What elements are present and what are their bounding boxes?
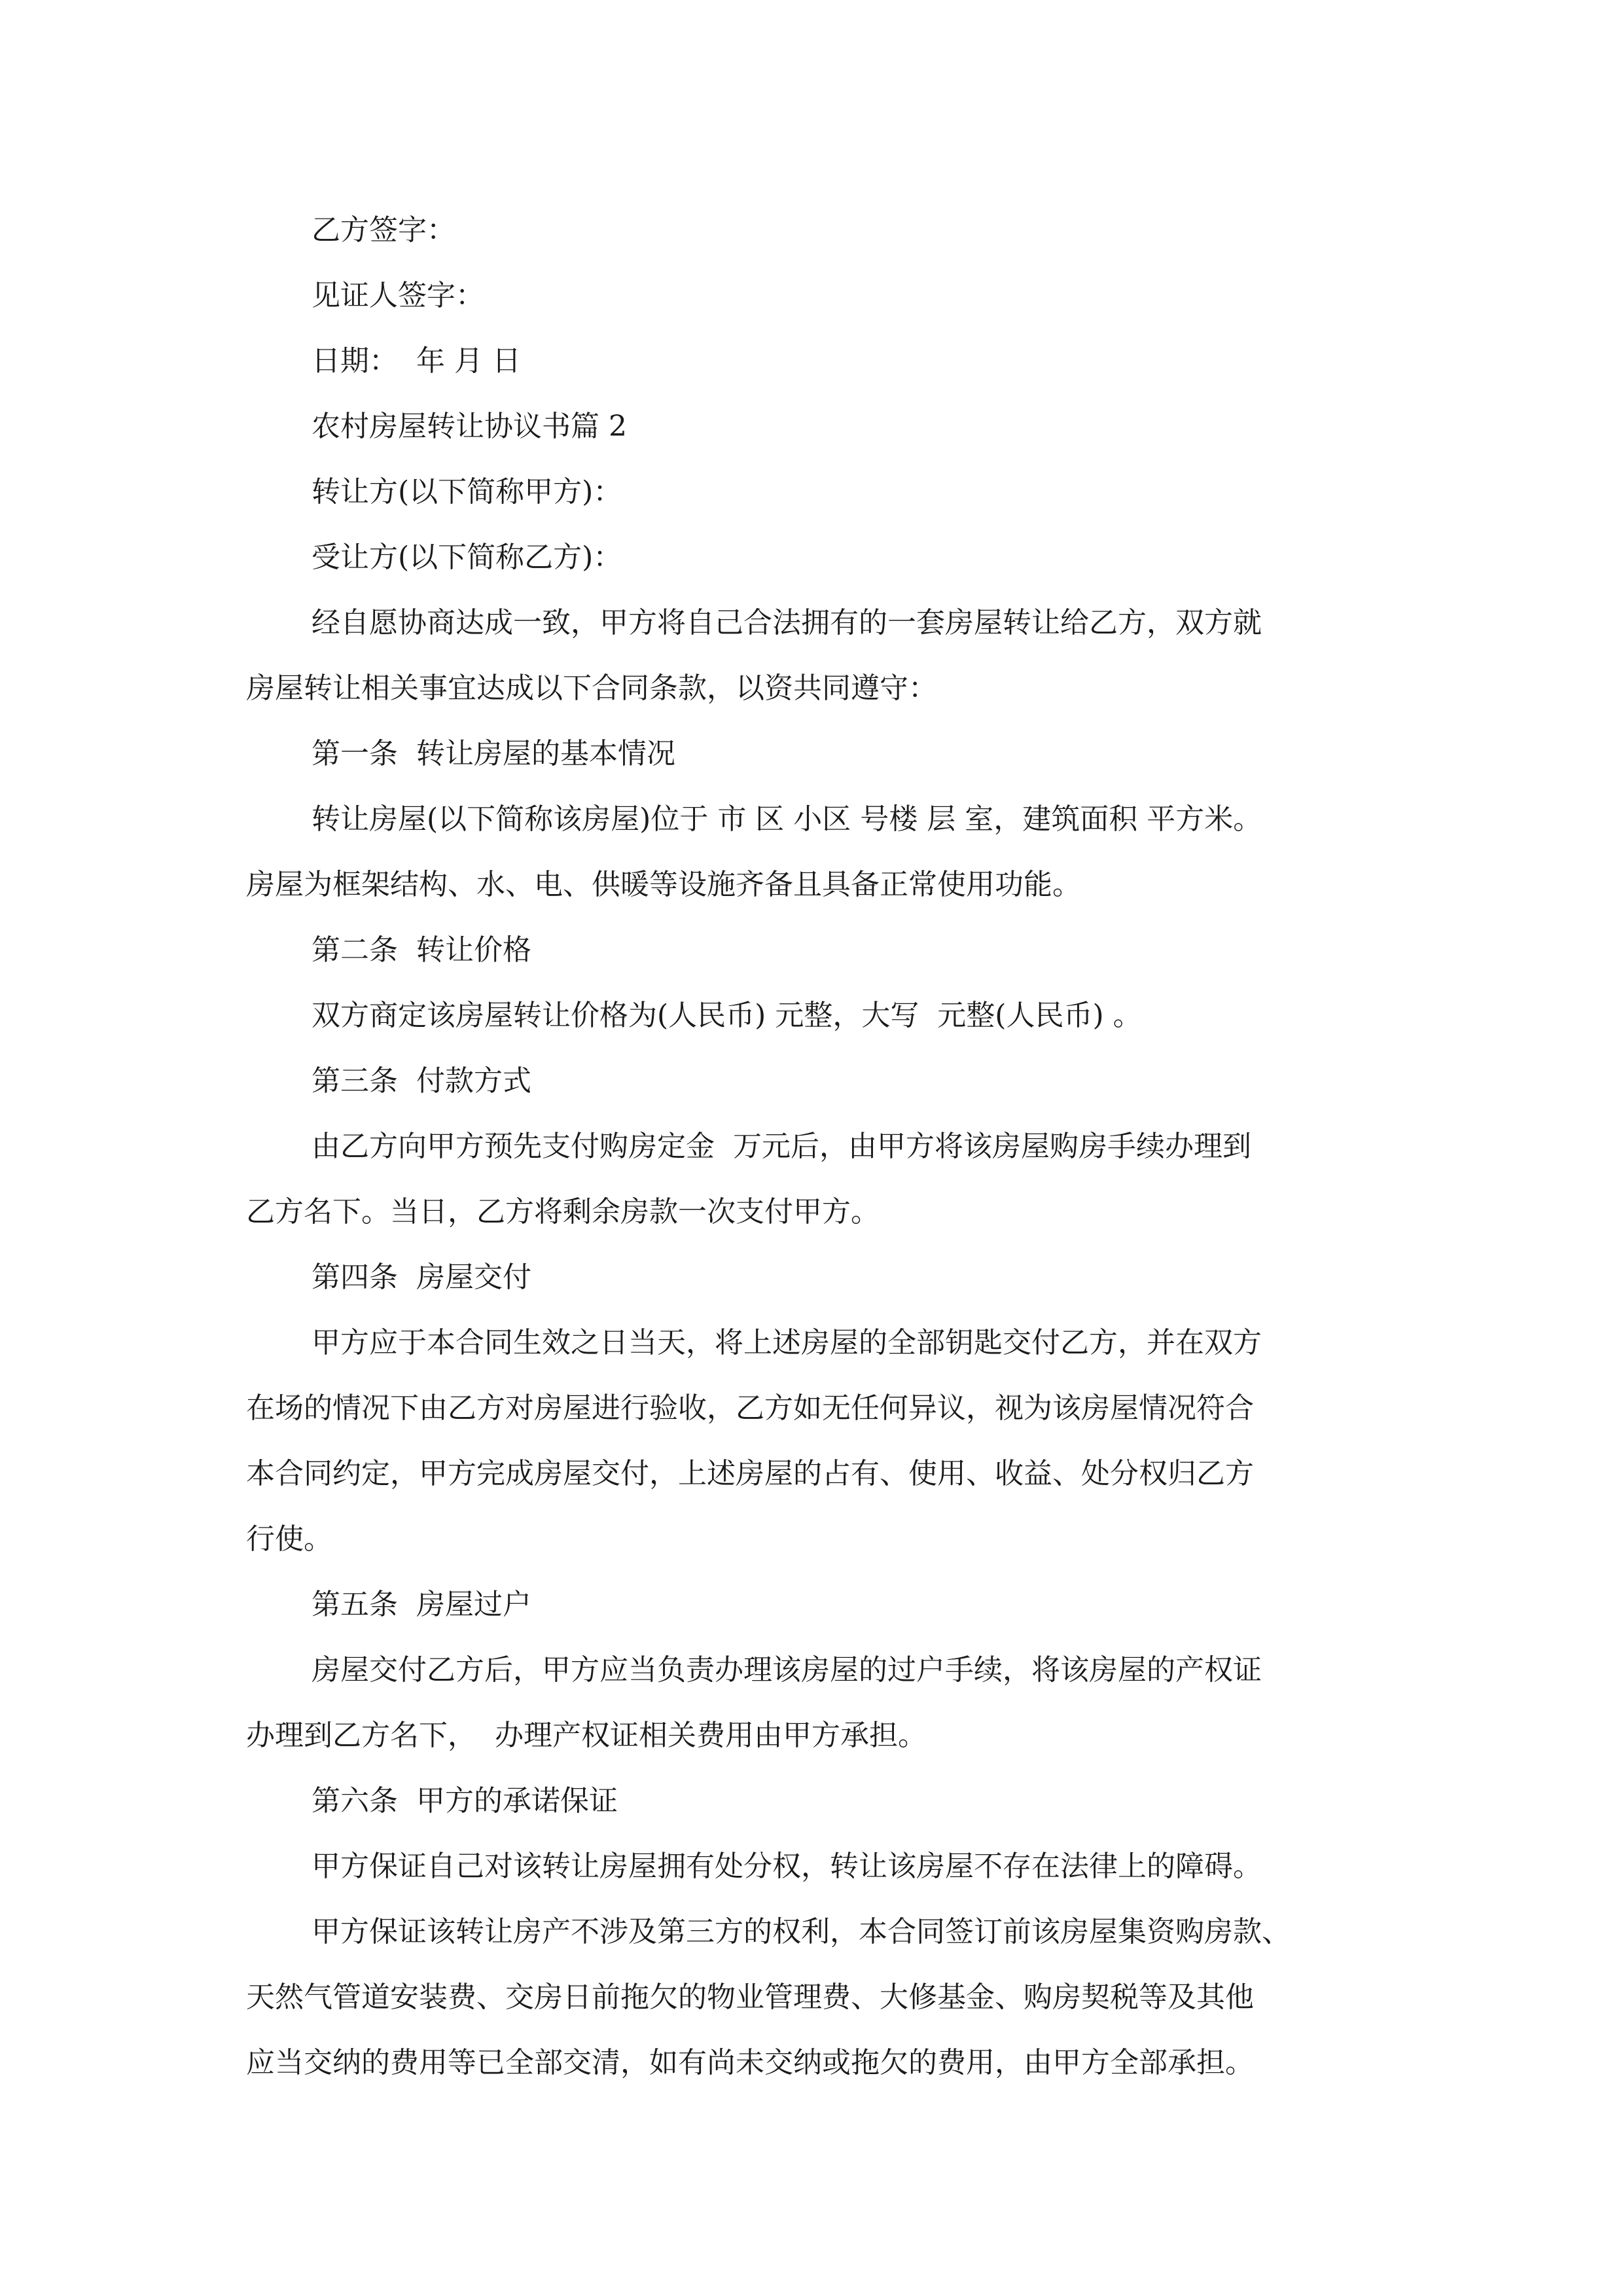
article-4-text: 在场的情况下由乙方对房屋进行验收，乙方如无任何异议，视为该房屋情况符合	[246, 1391, 1254, 1425]
article-3-text: 由乙方向甲方预先支付购房定金 万元后，由甲方将该房屋购房手续办理到	[312, 1130, 1251, 1163]
article-1-text: 房屋为框架结构、水、电、供暖等设施齐备且具备正常使用功能。	[246, 868, 1081, 901]
transferee-line: 受让方(以下简称乙方)：	[312, 541, 622, 574]
article-2-text: 双方商定该房屋转让价格为(人民币) 元整，大写 元整(人民币) 。	[312, 999, 1142, 1032]
article-4-text: 本合同约定，甲方完成房屋交付，上述房屋的占有、使用、收益、处分权归乙方	[246, 1457, 1254, 1490]
article-6-heading: 第六条 甲方的承诺保证	[312, 1784, 618, 1818]
article-6-text: 天然气管道安装费、交房日前拖欠的物业管理费、大修基金、购房契税等及其他	[246, 1981, 1254, 2014]
article-3-text: 乙方名下。当日，乙方将剩余房款一次支付甲方。	[246, 1195, 880, 1229]
article-5-text: 办理到乙方名下， 办理产权证相关费用由甲方承担。	[246, 1719, 927, 1752]
intro-line: 房屋转让相关事宜达成以下合同条款，以资共同遵守：	[246, 672, 937, 705]
party-b-signature-line: 乙方签字：	[312, 213, 455, 247]
article-6-text: 甲方保证自己对该转让房屋拥有处分权，转让该房屋不存在法律上的障碍。	[312, 1850, 1262, 1883]
article-6-text: 甲方保证该转让房产不涉及第三方的权利，本合同签订前该房屋集资购房款、	[312, 1915, 1291, 1948]
article-5-text: 房屋交付乙方后，甲方应当负责办理该房屋的过户手续，将该房屋的产权证	[312, 1653, 1262, 1687]
article-6-text: 应当交纳的费用等已全部交清，如有尚未交纳或拖欠的费用，由甲方全部承担。	[246, 2046, 1254, 2079]
article-4-heading: 第四条 房屋交付	[312, 1261, 531, 1294]
article-1-heading: 第一条 转让房屋的基本情况	[312, 737, 675, 770]
date-line: 日期： 年 月 日	[312, 344, 521, 378]
transferor-line: 转让方(以下简称甲方)：	[312, 475, 622, 509]
article-2-heading: 第二条 转让价格	[312, 933, 531, 967]
article-1-text: 转让房屋(以下简称该房屋)位于 市 区 小区 号楼 层 室，建筑面积 平方米。	[312, 802, 1262, 836]
witness-signature-line: 见证人签字：	[312, 279, 484, 312]
article-3-heading: 第三条 付款方式	[312, 1064, 531, 1098]
intro-line: 经自愿协商达成一致，甲方将自己合法拥有的一套房屋转让给乙方，双方就	[312, 606, 1262, 639]
document-body	[246, 198, 1377, 2096]
section-title: 农村房屋转让协议书篇 2	[312, 410, 627, 443]
article-5-heading: 第五条 房屋过户	[312, 1588, 531, 1621]
article-4-text: 甲方应于本合同生效之日当天，将上述房屋的全部钥匙交付乙方，并在双方	[312, 1326, 1262, 1359]
article-4-text: 行使。	[246, 1522, 332, 1556]
